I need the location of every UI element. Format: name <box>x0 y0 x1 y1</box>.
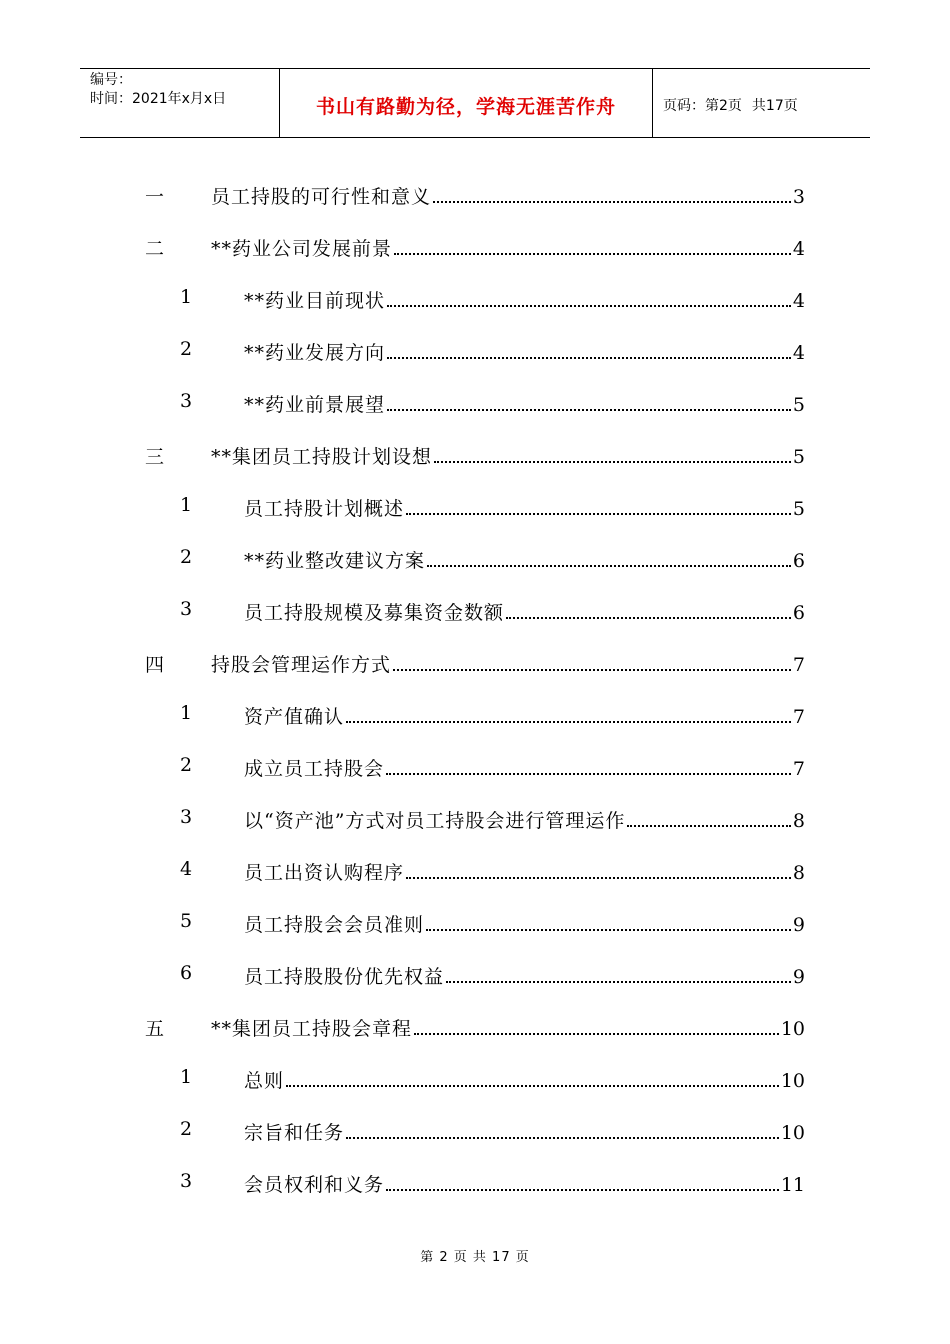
toc-dot-leader <box>387 408 791 411</box>
header-page-info <box>653 69 870 137</box>
toc-entry[interactable] <box>0 1106 950 1158</box>
toc-entry-page: 11 <box>780 1174 805 1196</box>
toc-entry-number: 2 <box>180 546 193 568</box>
toc-entry[interactable] <box>0 482 950 534</box>
toc-entry-page: 6 <box>792 602 805 624</box>
toc-entry-title: 员工持股的可行性和意义 <box>211 186 432 208</box>
toc-entry-number: 3 <box>180 1170 193 1192</box>
toc-entry-body <box>211 234 805 261</box>
toc-entry[interactable] <box>0 222 950 274</box>
toc-entry-page: 4 <box>792 238 805 260</box>
toc-entry-title: **药业发展方向 <box>244 342 386 364</box>
toc-entry-body <box>244 494 805 521</box>
toc-entry-number: 1 <box>180 494 193 516</box>
toc-entry-title: 员工持股计划概述 <box>244 498 405 520</box>
header-page-number: 页码：第2页 <box>663 98 742 114</box>
toc-entry-title: **集团员工持股会章程 <box>211 1018 413 1040</box>
toc-entry[interactable] <box>0 1002 950 1054</box>
toc-dot-leader <box>406 512 791 515</box>
toc-dot-leader <box>386 1188 779 1191</box>
toc-dot-leader <box>414 1032 779 1035</box>
toc-entry-title: 员工持股会会员准则 <box>244 914 425 936</box>
header-meta <box>80 69 280 137</box>
toc-entry-number: 3 <box>180 390 193 412</box>
toc-dot-leader <box>506 616 791 619</box>
toc-entry-title: **药业前景展望 <box>244 394 386 416</box>
toc-entry-page: 10 <box>780 1070 805 1092</box>
toc-entry-number: 二 <box>145 238 165 260</box>
toc-entry-number: 4 <box>180 858 193 880</box>
toc-entry-page: 10 <box>780 1122 805 1144</box>
header-page-total: 共17页 <box>751 98 798 114</box>
toc-entry-page: 7 <box>792 654 805 676</box>
toc-entry-title: 宗旨和任务 <box>244 1122 345 1144</box>
toc-entry-body <box>244 338 805 365</box>
toc-entry[interactable] <box>0 1158 950 1210</box>
toc-entry-page: 8 <box>792 810 805 832</box>
toc-entry-page: 5 <box>792 446 805 468</box>
toc-entry-number: 1 <box>180 286 193 308</box>
toc-entry[interactable] <box>0 170 950 222</box>
toc-entry-title: 持股会管理运作方式 <box>211 654 392 676</box>
toc-entry-title: 以“资产池”方式对员工持股会进行管理运作 <box>244 810 626 832</box>
toc-entry-number: 3 <box>180 598 193 620</box>
toc-dot-leader <box>406 876 791 879</box>
document-time: 时间：2021年x月x日 <box>90 91 227 107</box>
toc-entry[interactable] <box>0 326 950 378</box>
toc-entry-body <box>244 858 805 885</box>
toc-dot-leader <box>426 928 791 931</box>
toc-entry[interactable] <box>0 950 950 1002</box>
toc-entry-page: 6 <box>792 550 805 572</box>
toc-entry-page: 4 <box>792 342 805 364</box>
toc-entry-number: 1 <box>180 1066 193 1088</box>
toc-entry-body <box>244 390 805 417</box>
toc-entry-number: 2 <box>180 754 193 776</box>
toc-entry-number: 1 <box>180 702 193 724</box>
toc-entry[interactable] <box>0 1054 950 1106</box>
toc-entry-page: 10 <box>780 1018 805 1040</box>
toc-entry-title: 员工出资认购程序 <box>244 862 405 884</box>
toc-entry[interactable] <box>0 846 950 898</box>
toc-dot-leader <box>433 200 791 203</box>
toc-entry-page: 3 <box>792 186 805 208</box>
toc-entry[interactable] <box>0 378 950 430</box>
toc-entry-page: 4 <box>792 290 805 312</box>
toc-entry-page: 9 <box>792 966 805 988</box>
toc-entry-title: **药业整改建议方案 <box>244 550 426 572</box>
toc-entry[interactable] <box>0 690 950 742</box>
toc-entry-number: 2 <box>180 1118 193 1140</box>
toc-dot-leader <box>387 304 791 307</box>
toc-entry-page: 5 <box>792 498 805 520</box>
toc-entry[interactable] <box>0 794 950 846</box>
toc-entry-body <box>211 442 805 469</box>
toc-entry-title: **集团员工持股计划设想 <box>211 446 433 468</box>
toc-entry-body <box>244 962 805 989</box>
toc-entry-body <box>211 1014 805 1041</box>
toc-dot-leader <box>434 460 791 463</box>
toc-entry-body <box>244 910 805 937</box>
toc-entry-title: **药业目前现状 <box>244 290 386 312</box>
toc-entry-body <box>244 754 805 781</box>
document-number-label: 编号： <box>90 72 132 88</box>
toc-entry-number: 5 <box>180 910 193 932</box>
toc-entry-body <box>244 286 805 313</box>
toc-dot-leader <box>387 356 791 359</box>
toc-entry-number: 2 <box>180 338 193 360</box>
toc-entry-body <box>244 1066 805 1093</box>
header-motto: 书山有路勤为径，学海无涯苦作舟 <box>280 69 653 137</box>
toc-dot-leader <box>286 1084 779 1087</box>
toc-entry-body <box>244 1118 805 1145</box>
toc-entry-number: 一 <box>145 186 165 208</box>
toc-entry-title: 成立员工持股会 <box>244 758 385 780</box>
toc-entry-page: 5 <box>792 394 805 416</box>
toc-entry-number: 3 <box>180 806 193 828</box>
toc-entry-body <box>211 182 805 209</box>
toc-entry-body <box>244 546 805 573</box>
toc-entry-title: 员工持股规模及募集资金数额 <box>244 602 505 624</box>
toc-entry[interactable] <box>0 534 950 586</box>
toc-entry-page: 9 <box>792 914 805 936</box>
toc-entry[interactable] <box>0 898 950 950</box>
page-footer: 第 2 页 共 17 页 <box>420 1250 530 1265</box>
toc-entry-body <box>244 806 805 833</box>
toc-entry-number: 6 <box>180 962 193 984</box>
toc-entry[interactable] <box>0 274 950 326</box>
page-header <box>80 68 870 138</box>
toc-entry-title: 总则 <box>244 1070 285 1092</box>
toc-entry-title: 员工持股股份优先权益 <box>244 966 445 988</box>
toc-entry-page: 7 <box>792 758 805 780</box>
toc-entry[interactable] <box>0 586 950 638</box>
toc-entry-page: 7 <box>792 706 805 728</box>
toc-entry-title: 会员权利和义务 <box>244 1174 385 1196</box>
toc-entry[interactable] <box>0 430 950 482</box>
toc-entry[interactable] <box>0 742 950 794</box>
toc-dot-leader <box>346 1136 779 1139</box>
toc-entry-title: 资产值确认 <box>244 706 345 728</box>
toc-entry-body <box>244 1170 805 1197</box>
toc-entry-number: 四 <box>145 654 165 676</box>
toc-dot-leader <box>627 824 790 827</box>
toc-entry-page: 8 <box>792 862 805 884</box>
toc-entry-body <box>244 598 805 625</box>
toc-dot-leader <box>393 668 791 671</box>
toc-dot-leader <box>394 252 791 255</box>
toc-entry[interactable] <box>0 638 950 690</box>
toc-entry-number: 三 <box>145 446 165 468</box>
toc-entry-number: 五 <box>145 1018 165 1040</box>
toc-dot-leader <box>446 980 791 983</box>
toc-entry-title: **药业公司发展前景 <box>211 238 393 260</box>
toc-dot-leader <box>346 720 791 723</box>
toc-entry-body <box>244 702 805 729</box>
toc-dot-leader <box>427 564 791 567</box>
toc-dot-leader <box>386 772 791 775</box>
toc-entry-body <box>211 650 805 677</box>
